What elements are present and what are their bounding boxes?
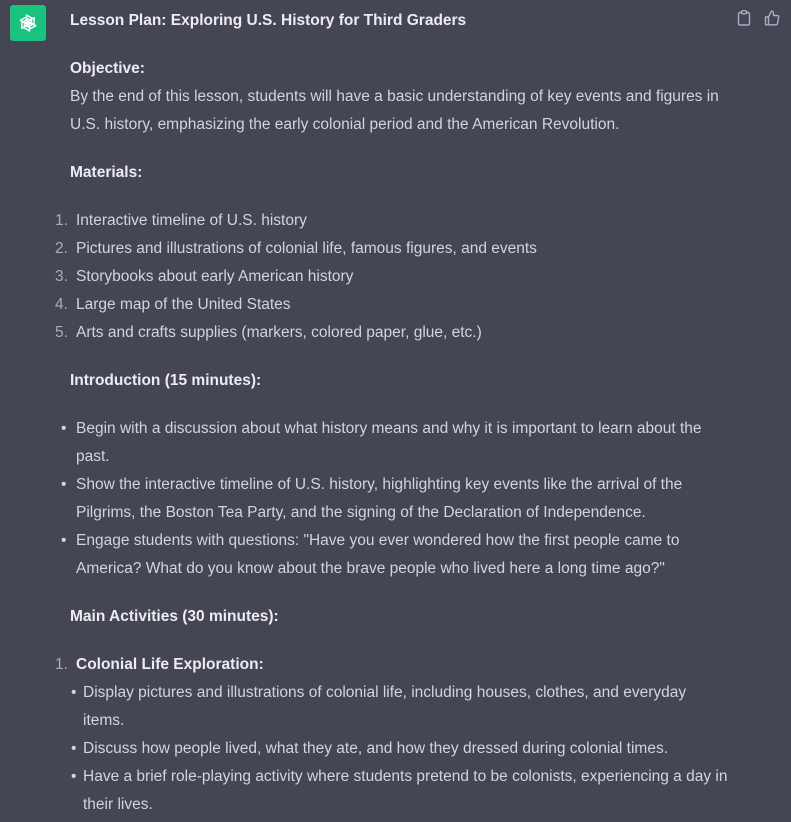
list-item-text: Have a brief role-playing activity where students pretend to be colonists, experiencing a day in their lives. [83,768,728,813]
openai-logo-icon [16,11,40,35]
bullet-icon: • [61,476,67,493]
main-activities-heading: Main Activities (30 minutes): [70,608,279,625]
list-item [61,679,730,735]
list-item-text: Begin with a discussion about what history means and why it is important to learn about the past. [76,420,702,465]
assistant-message [55,7,730,819]
list-item [55,207,730,235]
copy-button[interactable] [735,9,753,27]
objective-text: By the end of this lesson, students will have a basic understanding of key events and figures in U.S. history, emphasizing the early colonial period and the American Revolution. [70,88,719,133]
clipboard-icon [737,10,751,26]
bullet-icon: • [71,768,77,785]
list-number: 2. [55,240,68,257]
list-number: 4. [55,296,68,313]
list-number: 1. [55,656,68,673]
materials-heading: Materials: [70,164,143,181]
introduction-list [55,415,730,583]
list-item [55,263,730,291]
bullet-icon: • [61,420,67,437]
list-item [55,651,730,819]
list-item-text: Pictures and illustrations of colonial life, famous figures, and events [76,240,537,257]
assistant-avatar [10,5,46,41]
thumbs-up-icon [764,10,780,26]
lesson-title: Lesson Plan: Exploring U.S. History for Third Graders [70,12,467,29]
bullet-icon: • [71,740,77,757]
list-number: 3. [55,268,68,285]
list-item [61,763,730,819]
list-item [55,319,730,347]
list-item [55,471,730,527]
list-item-text: Storybooks about early American history [76,268,354,285]
list-item [55,527,730,583]
list-item [55,235,730,263]
list-item-text: Show the interactive timeline of U.S. history, highlighting key events like the arrival of the Pilgrims, the Boston Tea Party, and the signing of the Declaration of Independence. [76,476,683,521]
activity-sublist [61,679,730,819]
list-item-text: Display pictures and illustrations of colonial life, including houses, clothes, and everyday items. [83,684,687,729]
list-item-text: Large map of the United States [76,296,291,313]
thumbs-up-button[interactable] [763,9,781,27]
introduction-heading: Introduction (15 minutes): [70,372,262,389]
materials-list [55,207,730,347]
list-number: 1. [55,212,68,229]
list-item [55,415,730,471]
list-item-text: Engage students with questions: "Have you ever wondered how the first people came to America? What do you know about the brave people who lived here a long time ago?" [76,532,680,577]
list-number: 5. [55,324,68,341]
objective-heading: Objective: [70,60,145,77]
list-item [55,291,730,319]
activity-title: Colonial Life Exploration: [76,656,264,673]
list-item-text: Interactive timeline of U.S. history [76,212,307,229]
bullet-icon: • [61,532,67,549]
list-item [61,735,730,763]
list-item-text: Discuss how people lived, what they ate, and how they dressed during colonial times. [83,740,669,757]
bullet-icon: • [71,684,77,701]
main-activities-list [55,651,730,819]
list-item-text: Arts and crafts supplies (markers, colored paper, glue, etc.) [76,324,482,341]
message-actions [735,9,781,27]
